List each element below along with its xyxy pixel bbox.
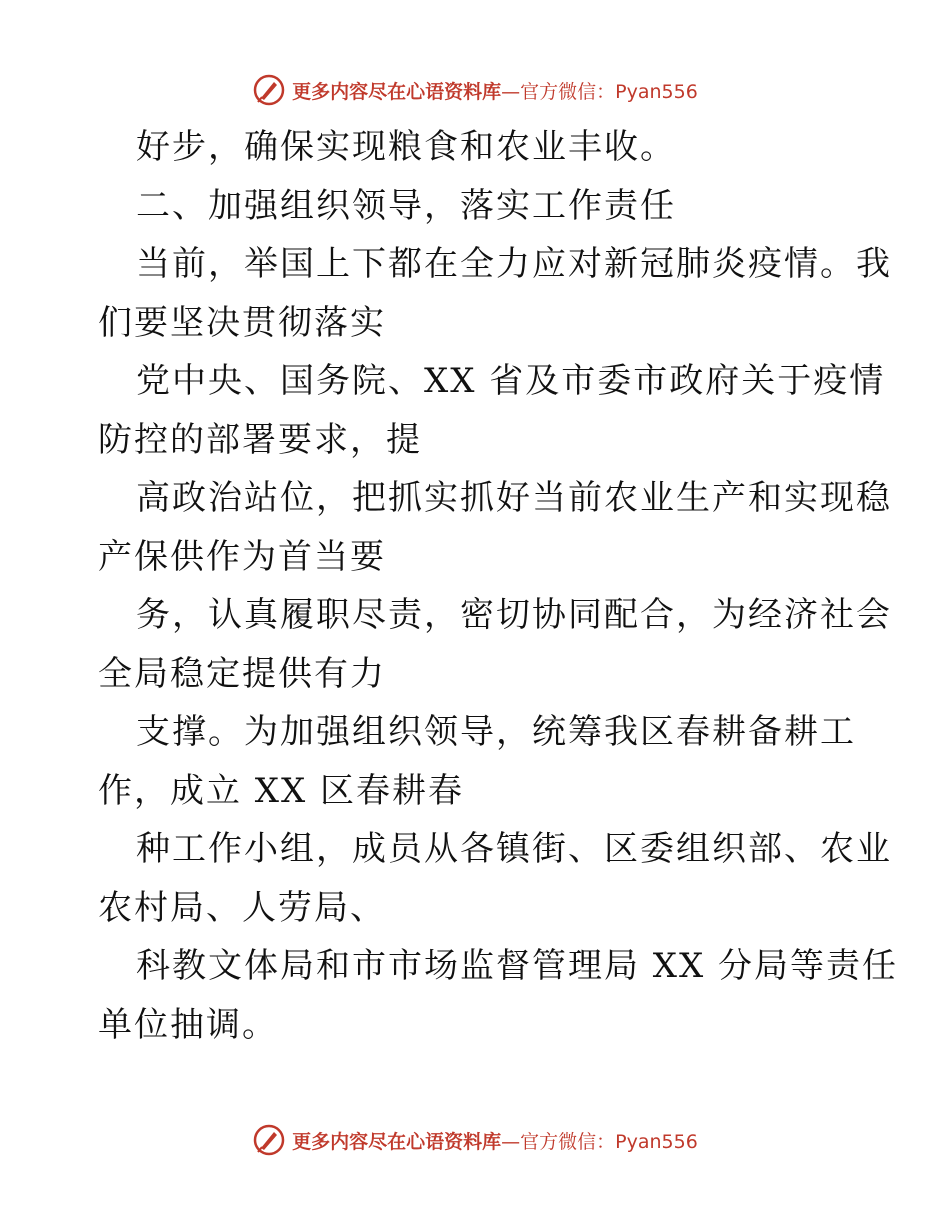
- body-line: 好步，确保实现粮食和农业丰收。: [136, 127, 676, 167]
- header-banner-sub-text: —官方微信：Pyan556: [501, 80, 698, 103]
- document-body: [98, 118, 899, 1054]
- body-line: 们要坚决贯彻落实: [98, 302, 386, 343]
- body-line: 科教文体局和市市场监督管理局 XX 分局等责任: [136, 946, 899, 986]
- footer-banner: [0, 1120, 950, 1160]
- quill-logo-icon: [252, 1123, 286, 1157]
- body-line: 当前，举国上下都在全力应对新冠肺炎疫情。我: [136, 244, 892, 284]
- body-line: 作，成立 XX 区春耕春: [98, 770, 465, 811]
- body-line: 种工作小组，成员从各镇街、区委组织部、农业: [136, 829, 892, 869]
- body-line: 单位抽调。: [98, 1004, 278, 1045]
- body-line: 高政治站位，把抓实抓好当前农业生产和实现稳: [136, 478, 892, 518]
- body-line: 防控的部署要求，提: [98, 419, 422, 460]
- body-line: 党中央、国务院、XX 省及市委市政府关于疫情: [136, 361, 886, 401]
- body-line: 农村局、人劳局、: [98, 887, 386, 928]
- header-banner: [0, 70, 950, 110]
- body-line: 产保供作为首当要: [98, 536, 386, 577]
- footer-banner-main-text: 更多内容尽在心语资料库: [292, 1130, 502, 1153]
- footer-banner-sub-text: —官方微信：Pyan556: [501, 1130, 698, 1153]
- body-line: 支撑。为加强组织领导，统筹我区春耕备耕工: [136, 712, 856, 752]
- body-line: 务，认真履职尽责，密切协同配合，为经济社会: [136, 595, 892, 635]
- header-banner-main-text: 更多内容尽在心语资料库: [292, 80, 502, 103]
- body-line: 全局稳定提供有力: [98, 653, 386, 694]
- quill-logo-icon: [252, 73, 286, 107]
- section-heading: 二、加强组织领导，落实工作责任: [136, 185, 676, 226]
